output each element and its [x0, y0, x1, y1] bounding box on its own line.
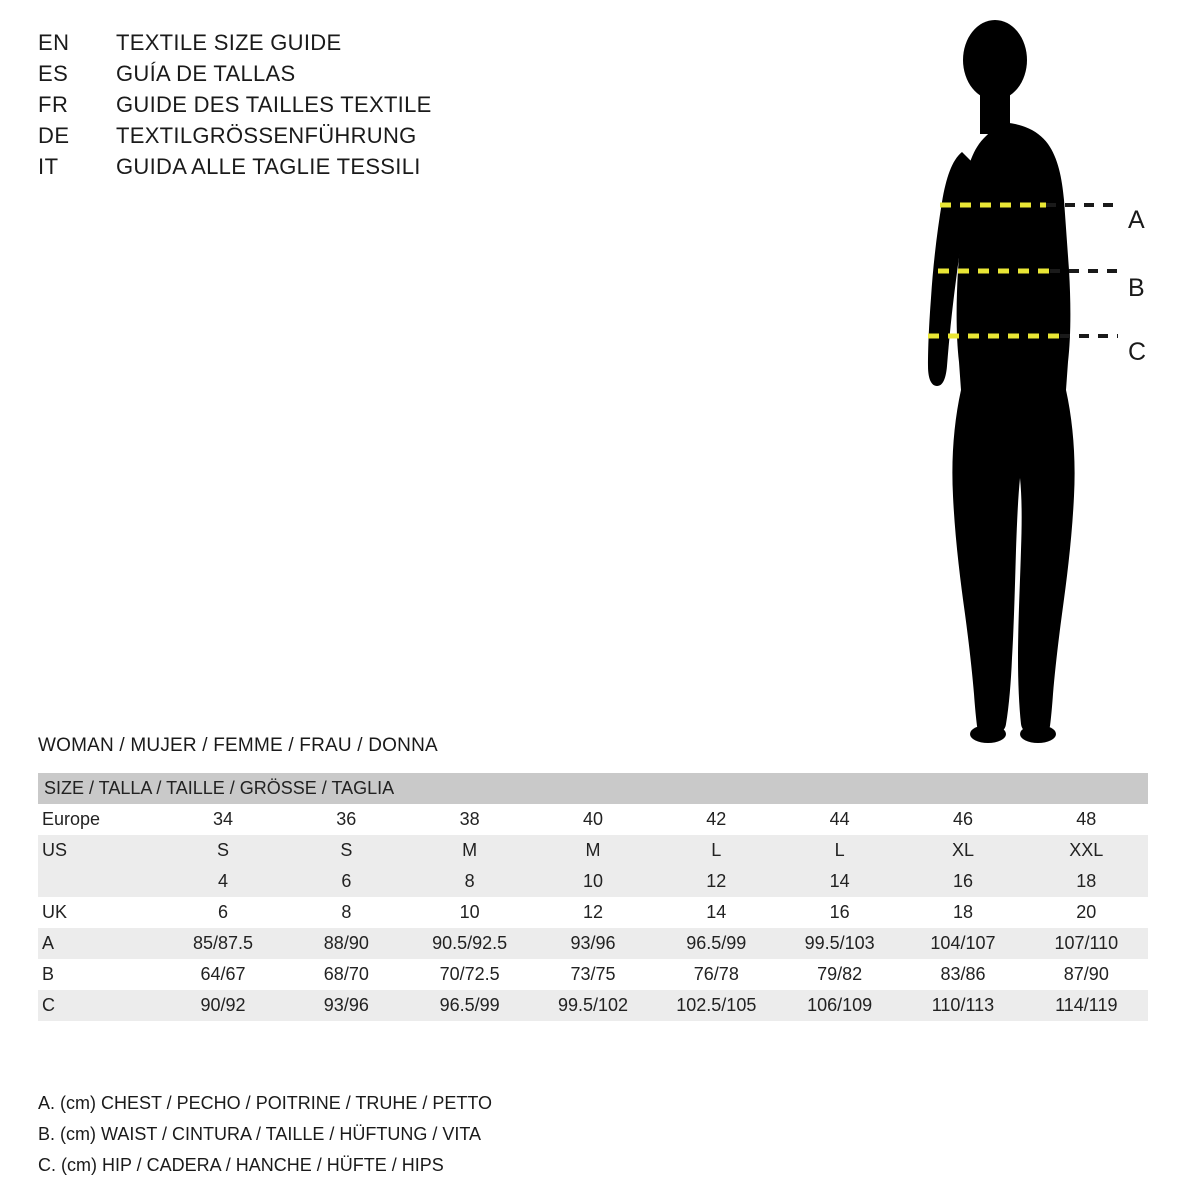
cell: 96.5/99 [655, 928, 778, 959]
measure-label-a: A [1128, 206, 1145, 234]
cell: M [408, 835, 531, 866]
cell: 4 [161, 866, 284, 897]
language-title: GUIDE DES TAILLES TEXTILE [116, 92, 432, 117]
cell: 14 [778, 866, 901, 897]
table-row [38, 928, 1148, 959]
cell: 85/87.5 [161, 928, 284, 959]
cell: 68/70 [285, 959, 408, 990]
cell: 90.5/92.5 [408, 928, 531, 959]
footnote-hip: C. (cm) HIP / CADERA / HANCHE / HÜFTE / HIPS [38, 1155, 444, 1175]
cell: 20 [1025, 897, 1148, 928]
row-label: US [38, 835, 161, 866]
size-table-section [38, 735, 1163, 1021]
cell: 12 [531, 897, 654, 928]
language-title: GUIDA ALLE TAGLIE TESSILI [116, 154, 421, 179]
row-label: Europe [38, 804, 161, 835]
language-code: IT [38, 154, 59, 179]
cell: L [655, 835, 778, 866]
cell: 76/78 [655, 959, 778, 990]
table-row [38, 804, 1148, 835]
cell: S [285, 835, 408, 866]
cell: 10 [531, 866, 654, 897]
cell: XXL [1025, 835, 1148, 866]
cell: 14 [655, 897, 778, 928]
cell: 70/72.5 [408, 959, 531, 990]
cell: 18 [901, 897, 1024, 928]
cell: L [778, 835, 901, 866]
cell: 48 [1025, 804, 1148, 835]
language-code: FR [38, 92, 69, 117]
footnote-waist: B. (cm) WAIST / CINTURA / TAILLE / HÜFTUNG / VITA [38, 1124, 482, 1144]
title-row [38, 154, 558, 185]
row-label: UK [38, 897, 161, 928]
table-row [38, 990, 1148, 1021]
title-row [38, 30, 558, 61]
table-header-row [38, 773, 1148, 804]
table-row [38, 897, 1148, 928]
cell: 8 [408, 866, 531, 897]
size-table [38, 773, 1148, 1021]
silhouette-shape [928, 20, 1075, 743]
cell: 16 [778, 897, 901, 928]
cell: 106/109 [778, 990, 901, 1021]
cell: 34 [161, 804, 284, 835]
cell: 38 [408, 804, 531, 835]
cell: 10 [408, 897, 531, 928]
cell: 46 [901, 804, 1024, 835]
table-header-label: SIZE / TALLA / TAILLE / GRÖSSE / TAGLIA [38, 773, 1148, 804]
title-row [38, 123, 558, 154]
cell: 64/67 [161, 959, 284, 990]
cell: 110/113 [901, 990, 1024, 1021]
cell: 40 [531, 804, 654, 835]
cell: 102.5/105 [655, 990, 778, 1021]
measure-label-group [1120, 18, 1190, 398]
title-row [38, 92, 558, 123]
cell: 44 [778, 804, 901, 835]
language-title: TEXTILGRÖSSENFÜHRUNG [116, 123, 417, 148]
cell: 93/96 [285, 990, 408, 1021]
title-row [38, 61, 558, 92]
cell: 36 [285, 804, 408, 835]
table-row [38, 835, 1148, 866]
cell: M [531, 835, 654, 866]
language-code: DE [38, 123, 70, 148]
language-title: TEXTILE SIZE GUIDE [116, 30, 342, 55]
row-label: B [38, 959, 161, 990]
cell: 96.5/99 [408, 990, 531, 1021]
cell: 16 [901, 866, 1024, 897]
cell: 99.5/102 [531, 990, 654, 1021]
cell: 8 [285, 897, 408, 928]
cell: 18 [1025, 866, 1148, 897]
footnote-group [38, 1088, 938, 1181]
table-row [38, 959, 1148, 990]
measure-label-c: C [1128, 338, 1147, 366]
cell: 87/90 [1025, 959, 1148, 990]
language-title: GUÍA DE TALLAS [116, 61, 296, 86]
language-code: ES [38, 61, 69, 86]
cell: 6 [161, 897, 284, 928]
cell: 79/82 [778, 959, 901, 990]
group-title: WOMAN / MUJER / FEMME / FRAU / DONNA [38, 735, 438, 756]
measure-label-b: B [1128, 274, 1145, 302]
cell: 83/86 [901, 959, 1024, 990]
cell: 107/110 [1025, 928, 1148, 959]
cell: 6 [285, 866, 408, 897]
cell: 93/96 [531, 928, 654, 959]
cell: S [161, 835, 284, 866]
cell: 90/92 [161, 990, 284, 1021]
cell: XL [901, 835, 1024, 866]
cell: 99.5/103 [778, 928, 901, 959]
cell: 12 [655, 866, 778, 897]
row-label: C [38, 990, 161, 1021]
cell: 42 [655, 804, 778, 835]
row-label: A [38, 928, 161, 959]
cell: 114/119 [1025, 990, 1148, 1021]
row-label [38, 866, 161, 897]
title-language-block [38, 30, 558, 185]
table-row [38, 866, 1148, 897]
cell: 104/107 [901, 928, 1024, 959]
footnote-chest: A. (cm) CHEST / PECHO / POITRINE / TRUHE / PETTO [38, 1093, 493, 1113]
language-code: EN [38, 30, 70, 55]
cell: 88/90 [285, 928, 408, 959]
cell: 73/75 [531, 959, 654, 990]
